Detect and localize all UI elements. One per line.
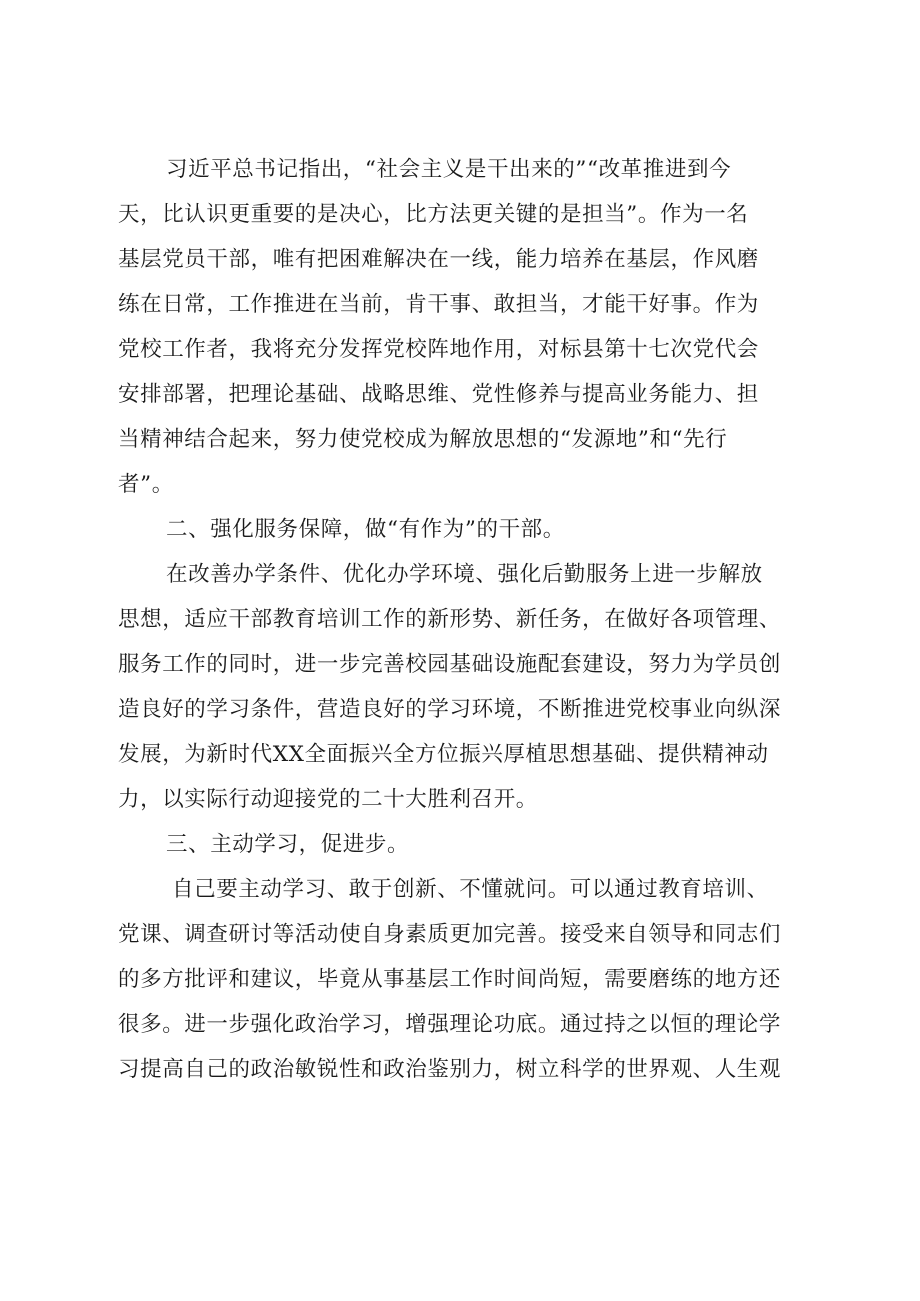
paragraph-line: 很多。进一步强化政治学习，增强理论功底。通过持之以恒的理论学 bbox=[118, 1012, 782, 1037]
paragraph-line: 思想，适应干部教育培训工作的新形势、新任务，在做好各项管理、 bbox=[118, 607, 782, 632]
paragraph-line: 者”。 bbox=[118, 472, 174, 497]
paragraph-line: 力，以实际行动迎接党的二十大胜利召开。 bbox=[118, 787, 538, 812]
paragraph-line: 天，比认识更重要的是决心，比方法更关键的是担当”。作为一名 bbox=[118, 202, 749, 227]
section-heading: 三、主动学习，促进步。 bbox=[166, 832, 410, 857]
paragraph-line: 服务工作的同时，进一步完善校园基础设施配套建设，努力为学员创 bbox=[118, 652, 782, 677]
paragraph-line: 党课、调查研讨等活动使自身素质更加完善。接受来自领导和同志们 bbox=[118, 922, 782, 947]
paragraph-line: 习近平总书记指出，“社会主义是干出来的”“改革推进到今 bbox=[166, 157, 732, 182]
section-heading: 二、强化服务保障，做“有作为”的干部。 bbox=[166, 517, 565, 542]
paragraph-line: 安排部署，把理论基础、战略思维、党性修养与提高业务能力、担 bbox=[118, 382, 759, 407]
paragraph-line: 在改善办学条件、优化办学环境、强化后勤服务上进一步解放 bbox=[166, 562, 763, 587]
paragraph-line: 练在日常，工作推进在当前，肯干事、敢担当，才能干好事。作为 bbox=[118, 292, 759, 317]
paragraph-line: 习提高自己的政治敏锐性和政治鉴别力，树立科学的世界观、人生观 bbox=[118, 1057, 782, 1082]
paragraph-line: 发展，为新时代XX全面振兴全方位振兴厚植思想基础、提供精神动 bbox=[118, 742, 769, 767]
paragraph-line: 的多方批评和建议，毕竟从事基层工作时间尚短，需要磨练的地方还 bbox=[118, 967, 782, 992]
paragraph-line: 造良好的学习条件，营造良好的学习环境，不断推进党校事业向纵深 bbox=[118, 697, 782, 722]
paragraph-line: 自己要主动学习、敢于创新、不懂就问。可以通过教育培训、 bbox=[172, 877, 769, 902]
paragraph-line: 当精神结合起来，努力使党校成为解放思想的“发源地”和“先行 bbox=[118, 427, 728, 452]
paragraph-line: 基层党员干部，唯有把困难解决在一线，能力培养在基层，作风磨 bbox=[118, 247, 759, 272]
paragraph-line: 党校工作者，我将充分发挥党校阵地作用，对标县第十七次党代会 bbox=[118, 337, 759, 362]
